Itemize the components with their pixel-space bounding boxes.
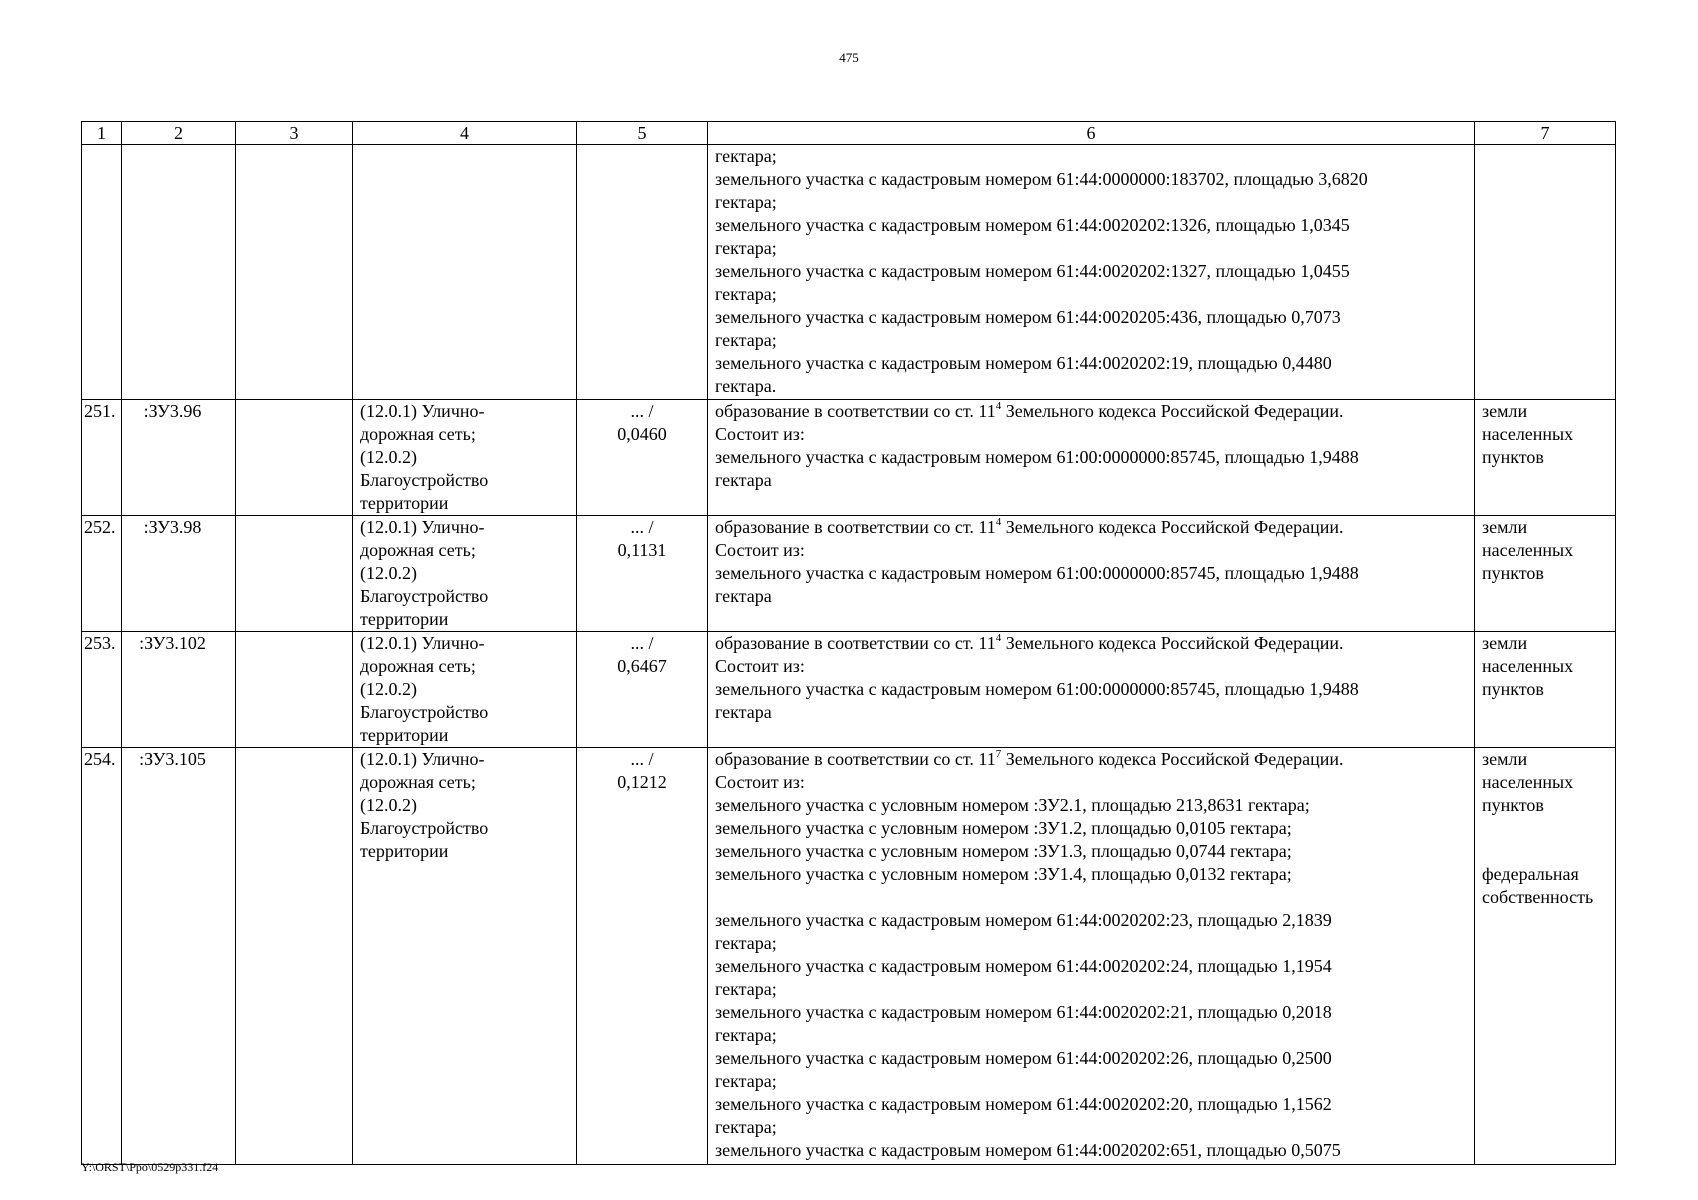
plot-code: :ЗУ3.98	[122, 516, 236, 632]
column-header: 7	[1475, 122, 1616, 145]
land-category-cell: земли населенных пунктов	[1475, 400, 1616, 516]
area-cell: ... / 0,6467	[577, 632, 708, 748]
column-header: 2	[122, 122, 236, 145]
plot-code: :ЗУ3.96	[122, 400, 236, 516]
continuation-row	[82, 145, 1616, 400]
table-row	[82, 748, 1616, 1165]
table-header-row	[82, 122, 1616, 145]
description-cell: образование в соответствии со ст. $11^4$ Земельного кодекса Российской Федерации. Состоит из: земельного участка с кадастровым номером 61:00:0000000:85745, площадью 1,9488 гектара	[708, 400, 1475, 516]
land-category-cell: земли населенных пунктов	[1475, 516, 1616, 632]
description-line: гектара;	[715, 330, 777, 350]
description-cell: образование в соответствии со ст. $11^4$ Земельного кодекса Российской Федерации. Состоит из: земельного участка с кадастровым номером 61:00:0000000:85745, площадью 1,9488 гектара	[708, 516, 1475, 632]
table-row	[82, 400, 1616, 516]
area-cell: ... / 0,1212	[577, 748, 708, 1165]
column-header: 1	[82, 122, 122, 145]
description-cell: образование в соответствии со ст. $11^7$ Земельного кодекса Российской Федерации. Состоит из: земельного участка с условным номером :ЗУ2.1, площадью 213,8631 гектара; земельного участка с условным номером :ЗУ1.2, площадью 0,0105 гектара; земельного участка с условным номером :ЗУ1.3, площадью 0,0744 гектара; земельного участка с условным номером :ЗУ1.4, площадью 0,0132 гектара; земельного участка с кадастровым номером 61:44:0020202:23, площадью 2,1839 гектара; земельного участка с кадастровым номером 61:44:0020202:24, площадью 1,1954 гектара; земельного участка с кадастровым номером 61:44:0020202:21, площадью 0,2018 гектара; земельного участка с кадастровым номером 61:44:0020202:26, площадью 0,2500 гектара; земельного участка с кадастровым номером 61:44:0020202:20, площадью 1,1562 гектара; земельного участка с кадастровым номером 61:44:0020202:651, площадью 0,5075	[708, 748, 1475, 1165]
description-line: земельного участка с кадастровым номером 61:44:0020205:436, площадью 0,7073	[715, 307, 1341, 327]
land-plots-table	[81, 121, 1616, 1165]
land-category-cell: земли населенных пунктов	[1475, 632, 1616, 748]
table-row	[82, 516, 1616, 632]
description-line: земельного участка с кадастровым номером 61:44:0020202:1327, площадью 1,0455	[715, 261, 1350, 281]
description-line: земельного участка с кадастровым номером 61:44:0020202:19, площадью 0,4480	[715, 353, 1332, 373]
column-header: 4	[353, 122, 577, 145]
row-number: 251.	[82, 400, 122, 516]
permitted-use-cell: (12.0.1) Улично- дорожная сеть; (12.0.2) Благоустройство территории	[353, 748, 577, 1165]
row-number: 253.	[82, 632, 122, 748]
description-line: земельного участка с кадастровым номером 61:44:0020202:1326, площадью 1,0345	[715, 215, 1350, 235]
plot-code: :ЗУ3.102	[122, 632, 236, 748]
area-cell: ... / 0,0460	[577, 400, 708, 516]
description-line: гектара;	[715, 238, 777, 258]
area-cell: ... / 0,1131	[577, 516, 708, 632]
column-header: 5	[577, 122, 708, 145]
description-cell: образование в соответствии со ст. $11^4$ Земельного кодекса Российской Федерации. Состоит из: земельного участка с кадастровым номером 61:00:0000000:85745, площадью 1,9488 гектара	[708, 632, 1475, 748]
plot-code: :ЗУ3.105	[122, 748, 236, 1165]
row-number: 254.	[82, 748, 122, 1165]
description-line: гектара;	[715, 284, 777, 304]
permitted-use-cell: (12.0.1) Улично- дорожная сеть; (12.0.2) Благоустройство территории	[353, 632, 577, 748]
permitted-use-cell: (12.0.1) Улично- дорожная сеть; (12.0.2) Благоустройство территории	[353, 516, 577, 632]
row-number: 252.	[82, 516, 122, 632]
land-category-cell: земли населенных пунктов федеральная собственность	[1475, 748, 1616, 1165]
description-line: гектара.	[715, 376, 777, 396]
table-row	[82, 632, 1616, 748]
description-cell	[708, 145, 1475, 400]
description-line: земельного участка с кадастровым номером 61:44:0000000:183702, площадью 3,6820	[715, 169, 1368, 189]
permitted-use-cell: (12.0.1) Улично- дорожная сеть; (12.0.2) Благоустройство территории	[353, 400, 577, 516]
page-number: 475	[839, 50, 859, 65]
column-header: 3	[236, 122, 353, 145]
column-header: 6	[708, 122, 1475, 145]
footer-file-path: Y:\ORST\Ppo\0529p331.f24	[81, 1160, 219, 1174]
description-line: гектара;	[715, 146, 777, 166]
description-line: гектара;	[715, 192, 777, 212]
